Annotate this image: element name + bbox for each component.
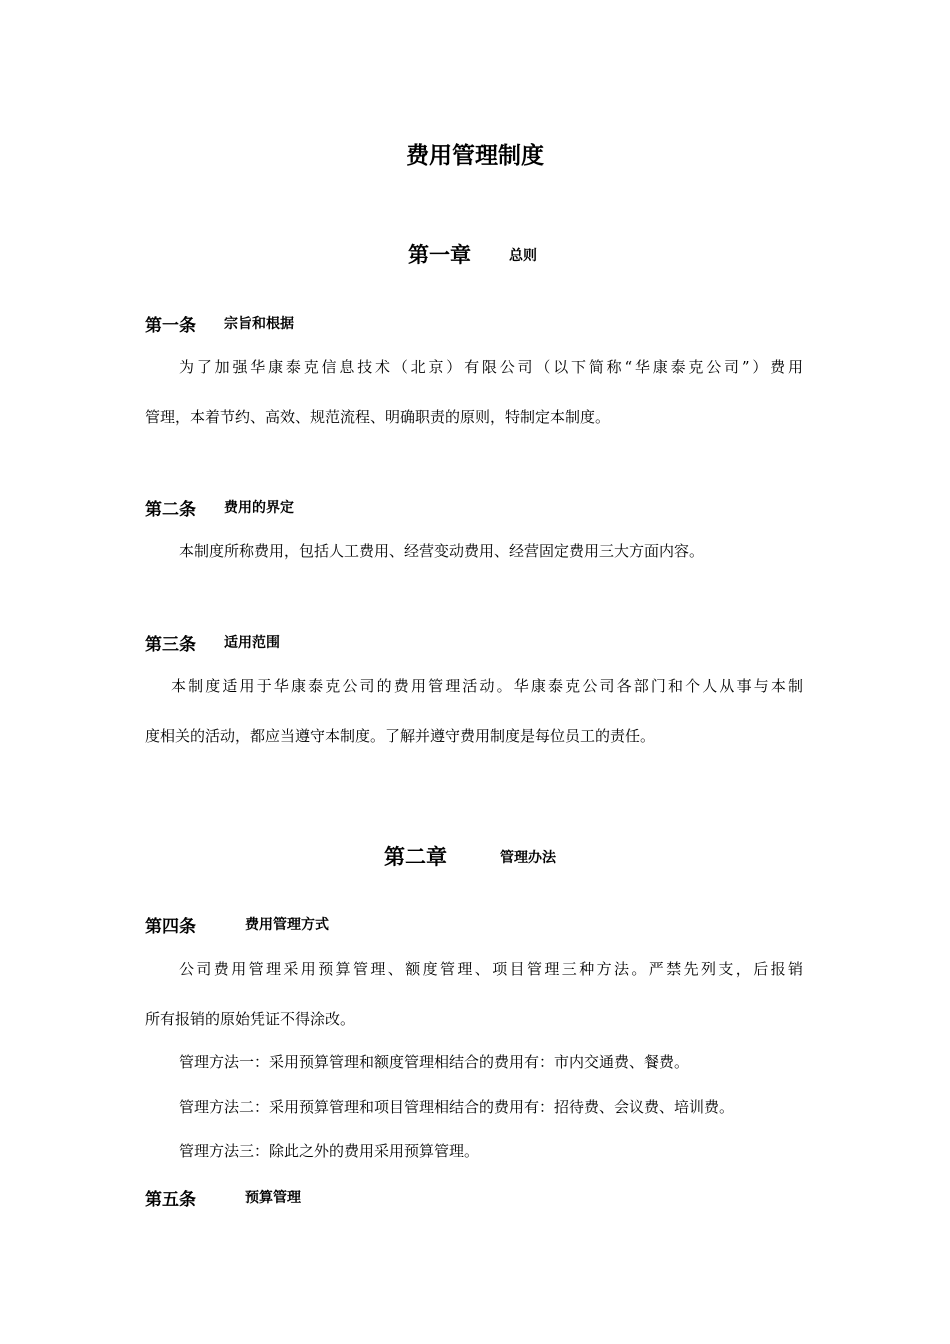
article-1-line-1: 为了加强华康泰克信息技术（北京）有限公司（以下简称“华康泰克公司”）费用 [179,358,803,376]
article-2-number: 第二条 [145,500,196,520]
article-5-number: 第五条 [145,1190,196,1210]
chapter-2-number: 第二章 [384,845,447,869]
article-4-method-1: 管理方法一：采用预算管理和额度管理相结合的费用有：市内交通费、餐费。 [179,1053,690,1071]
article-4-number: 第四条 [145,917,196,937]
chapter-1-number: 第一章 [408,243,471,267]
article-4-method-3: 管理方法三：除此之外的费用采用预算管理。 [179,1142,480,1160]
article-1-name: 宗旨和根据 [224,316,294,332]
article-3-number: 第三条 [145,635,196,655]
article-1-line-2: 管理，本着节约、高效、规范流程、明确职责的原则，特制定本制度。 [145,408,611,426]
chapter-2-name: 管理办法 [500,850,556,866]
chapter-1-name: 总则 [509,248,537,264]
article-2-name: 费用的界定 [224,500,294,516]
article-5-name: 预算管理 [245,1190,301,1206]
article-4-method-2: 管理方法二：采用预算管理和项目管理相结合的费用有：招待费、会议费、培训费。 [179,1098,735,1116]
article-2-line-1: 本制度所称费用，包括人工费用、经营变动费用、经营固定费用三大方面内容。 [179,542,705,560]
article-4-line-1: 公司费用管理采用预算管理、额度管理、项目管理三种方法。严禁先列支，后报销 [179,960,803,978]
article-4-line-2: 所有报销的原始凭证不得涂改。 [145,1010,356,1028]
article-4-name: 费用管理方式 [245,917,329,933]
article-1-number: 第一条 [145,316,196,336]
article-3-line-2: 度相关的活动，都应当遵守本制度。了解并遵守费用制度是每位员工的责任。 [145,727,656,745]
article-3-name: 适用范围 [224,635,280,651]
document-title: 费用管理制度 [406,143,544,169]
article-3-line-1: 本制度适用于华康泰克公司的费用管理活动。华康泰克公司各部门和个人从事与本制 [171,677,803,695]
